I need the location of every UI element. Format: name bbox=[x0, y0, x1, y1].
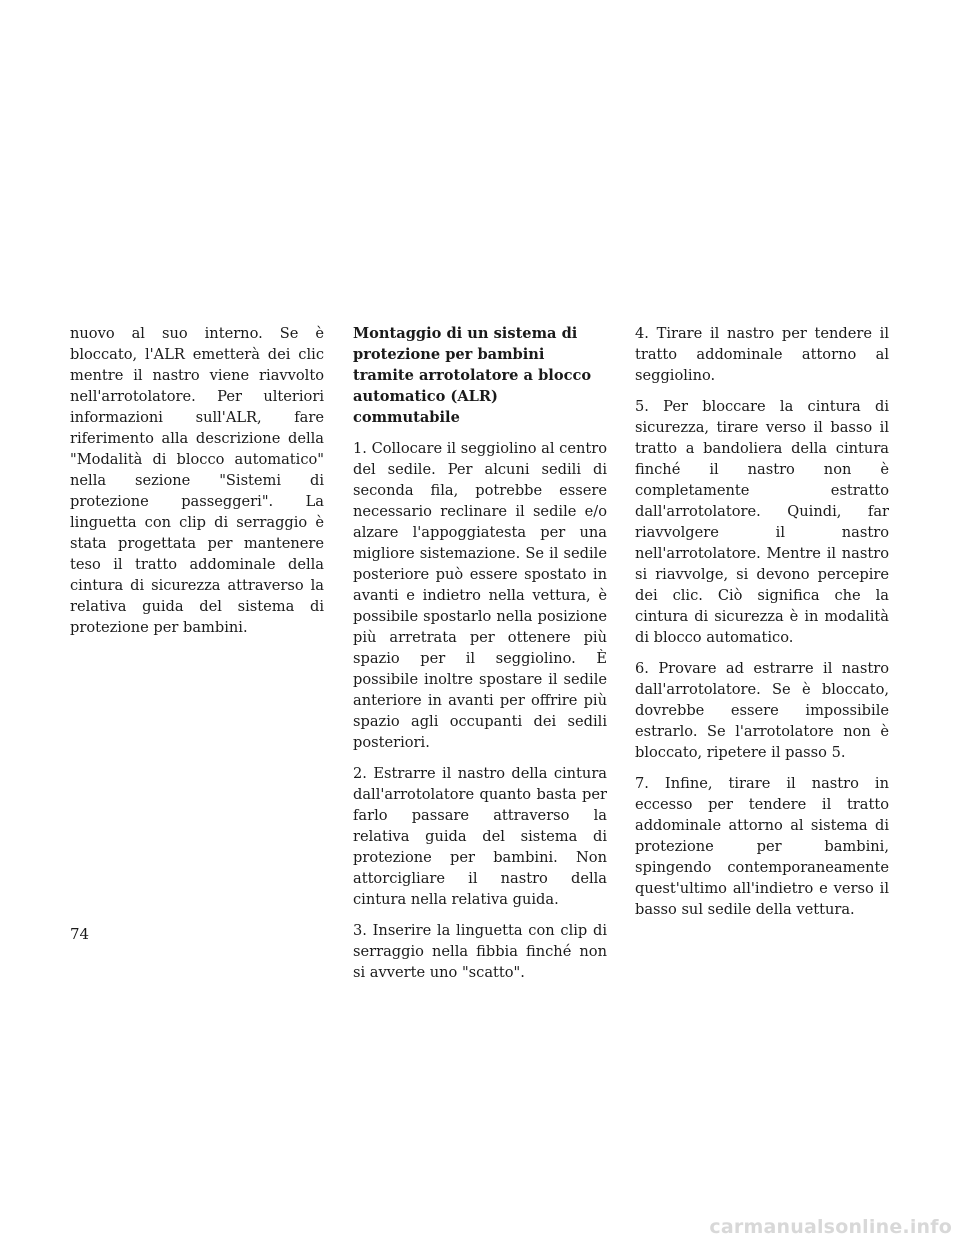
text-column-left bbox=[70, 323, 324, 648]
step-7: 7. Infine, tirare il nastro in eccesso per tendere il tratto addominale attorno al sistema di protezione per bambini, spingendo contemporaneamente quest'ultimo all'indietro e verso il basso sul sedile della vettura. bbox=[635, 775, 889, 918]
body-paragraph: nuovo al suo interno. Se è bloccato, l'ALR emetterà dei clic mentre il nastro viene riavvolto nell'arrotolatore. Per ulteriori informazioni sull'ALR, fare riferimento alla descrizione della "Modalità di blocco automatico" nella sezione "Sistemi di protezione passeggeri". La linguetta con clip di serraggio è stata progettata per mantenere teso il tratto addominale della cintura di sicurezza attraverso la relativa guida del sistema di protezione per bambini. bbox=[70, 325, 324, 636]
step-1: 1. Collocare il seggiolino al centro del sedile. Per alcuni sedili di seconda fila, potrebbe essere necessario reclinare il sedile e/o alzare l'appoggiatesta per una migliore sistemazione. Se il sedile posteriore può essere spostato in avanti e indietro nella vettura, è possibile spostarlo nella posizione più arretrata per ottenere più spazio per il seggiolino. È possibile inoltre spostare il sedile anteriore in avanti per offrire più spazio agli occupanti dei sedili posteriori. bbox=[353, 440, 608, 751]
step-6: 6. Provare ad estrarre il nastro dall'arrotolatore. Se è bloccato, dovrebbe essere impossibile estrarlo. Se l'arrotolatore non è bloccato, ripetere il passo 5. bbox=[635, 660, 889, 761]
text-column-right bbox=[635, 323, 889, 930]
section-heading: Montaggio di un sistema di protezione per bambini tramite arrotolatore a blocco automatico (ALR) commutabile bbox=[353, 325, 592, 426]
step-4: 4. Tirare il nastro per tendere il tratto addominale attorno al seggiolino. bbox=[635, 325, 889, 384]
step-5: 5. Per bloccare la cintura di sicurezza, tirare verso il basso il tratto a bandoliera della cintura finché il nastro non è completamente estratto dall'arrotolatore. Quindi, far riavvolgere il nastro nell'arrotolatore. Mentre il nastro si riavvolge, si devono percepire dei clic. Ciò significa che la cintura di sicurezza è in modalità di blocco automatico. bbox=[635, 398, 889, 646]
step-2: 2. Estrarre il nastro della cintura dall'arrotolatore quanto basta per farlo passare attraverso la relativa guida del sistema di protezione per bambini. Non attorcigliare il nastro della cintura nella relativa guida. bbox=[353, 765, 607, 908]
text-column-middle bbox=[353, 323, 607, 993]
page-number: 74 bbox=[70, 925, 90, 943]
watermark-logo: carmanualsonline.info bbox=[709, 1216, 952, 1238]
step-3: 3. Inserire la linguetta con clip di serraggio nella fibbia finché non si avverte uno "scatto". bbox=[353, 922, 607, 981]
